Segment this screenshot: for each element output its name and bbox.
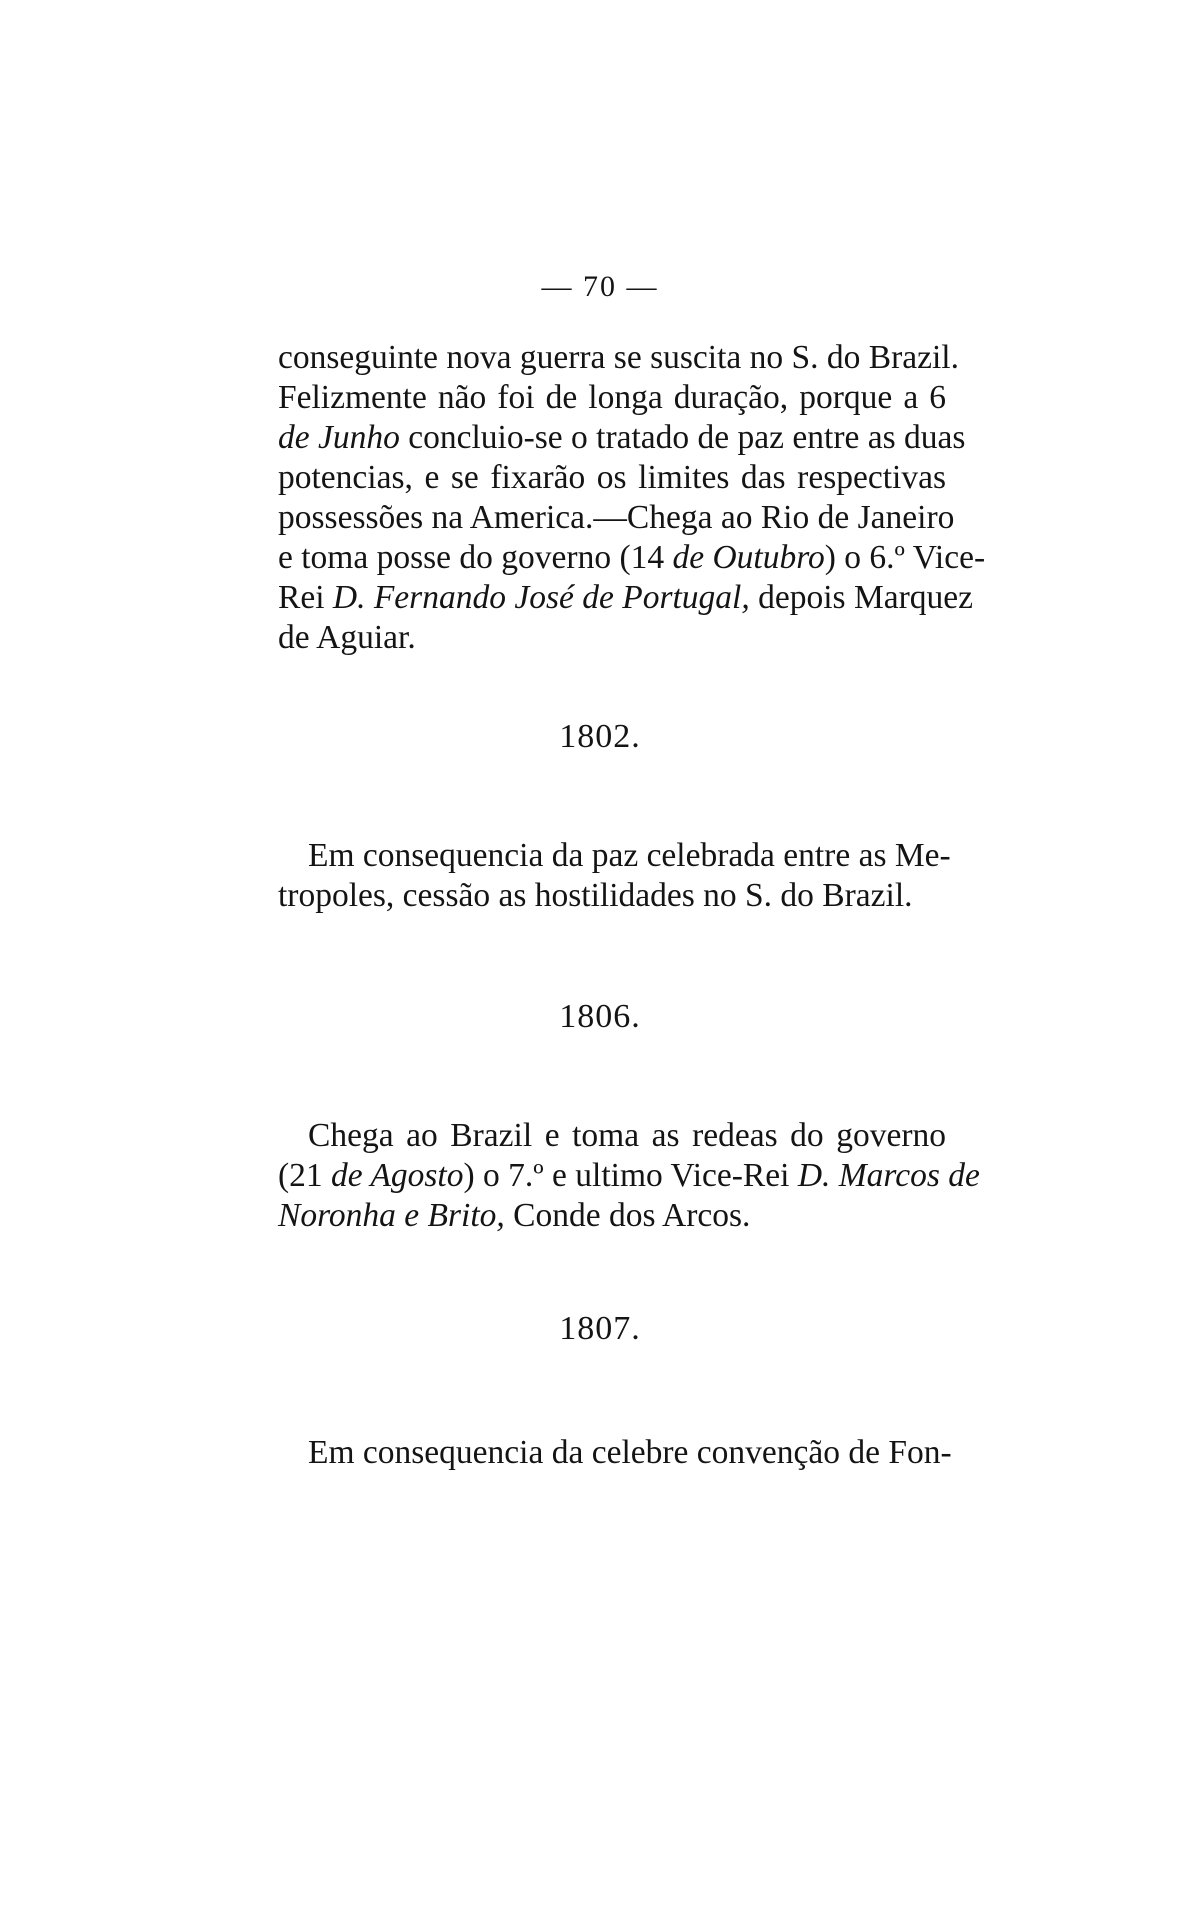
text-line: possessões na America.—Chega ao Rio de Janeiro: [278, 499, 955, 536]
text-line: Rei D. Fernando José de Portugal, depois Marquez: [278, 579, 973, 616]
paragraph-1801-continuation: [278, 338, 986, 658]
paragraph-1806: [278, 1116, 980, 1236]
text-line: (21 de Agosto) o 7.º e ultimo Vice-Rei D. Marcos de: [278, 1157, 980, 1194]
text-line: potencias, e se fixarão os limites das respectivas: [278, 459, 946, 496]
year-heading-1802: 1802.: [559, 718, 641, 755]
text-line: tropoles, cessão as hostilidades no S. do Brazil.: [278, 877, 913, 914]
paragraph-1807: [278, 1433, 952, 1473]
year-heading-1807: 1807.: [559, 1310, 641, 1347]
text-line: Em consequencia da paz celebrada entre as Me-: [308, 837, 951, 874]
page-number: — 70 —: [541, 270, 659, 303]
text-line: Em consequencia da celebre convenção de Fon-: [308, 1434, 952, 1471]
text-line: de Junho concluio-se o tratado de paz entre as duas: [278, 419, 966, 456]
text-line: e toma posse do governo (14 de Outubro) o 6.º Vice-: [278, 539, 986, 576]
paragraph-1802: [278, 836, 951, 916]
text-line: Chega ao Brazil e toma as redeas do governo: [308, 1117, 946, 1154]
text-line: Noronha e Brito, Conde dos Arcos.: [278, 1197, 751, 1234]
text-line: de Aguiar.: [278, 619, 416, 656]
text-line: conseguinte nova guerra se suscita no S. do Brazil.: [278, 339, 959, 376]
text-line: Felizmente não foi de longa duração, porque a 6: [278, 379, 946, 416]
year-heading-1806: 1806.: [559, 998, 641, 1035]
